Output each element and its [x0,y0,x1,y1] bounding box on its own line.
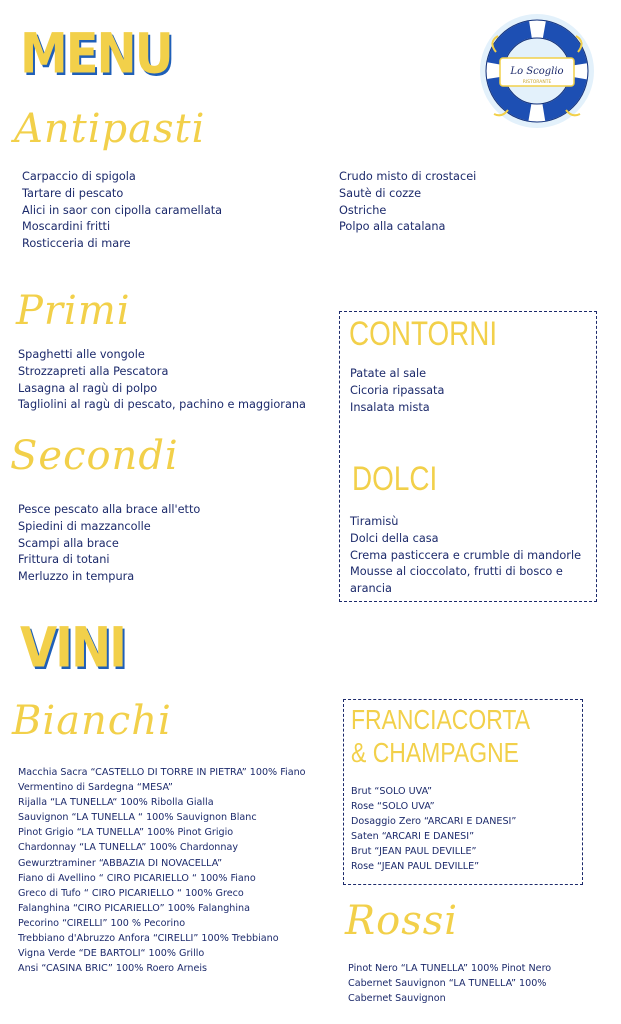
list-item: Macchia Sacra “CASTELLO DI TORRE IN PIETRA” 100% Fiano [18,767,306,778]
list-item: Tartare di pescato [22,186,124,200]
list-item: Pinot Grigio “LA TUNELLA” 100% Pinot Grigio [18,827,234,839]
list-item: Crema pasticcera e crumble di mandorle [350,548,582,562]
list-item: Lasagna al ragù di polpo [18,381,158,395]
list-item: Chardonnay “LA TUNELLA” 100% Chardonnay [18,842,239,854]
list-item: Tiramisù [350,515,399,528]
list-item: Spiedini di mazzancolle [18,519,151,533]
list-item: Brut “JEAN PAUL DEVILLE” [351,846,477,858]
list-item: Rosticceria di mare [22,237,131,251]
list-item: Vigna Verde “DE BARTOLI“ 100% Grillo [18,948,205,960]
list-item: Merluzzo in tempura [18,570,135,584]
list-item: Cabernet Sauvignon [348,993,446,1005]
franciacorta-title-line1: FRANCIACORTA [351,704,531,735]
list-item: Cabernet Sauvignon “LA TUNELLA” 100% [348,978,547,990]
franciacorta-title-line2: & CHAMPAGNE [351,737,519,768]
list-item: Dolci della casa [350,531,439,545]
dolci-title: DOLCI [352,460,438,498]
dolci-list [350,514,581,598]
list-item: Tagliolini al ragù di pescato, pachino e maggiorana [18,398,306,412]
primi-title: Primi [16,288,131,334]
list-item: Saten “ARCARI E DANESI” [351,831,475,843]
list-item: Alici in saor con cipolla caramellata [22,203,223,217]
list-item: Cicoria ripassata [350,383,445,397]
list-item: Spaghetti alle vongole [18,348,145,361]
list-item: Dosaggio Zero “ARCARI E DANESI” [351,816,517,828]
contorni-list [350,366,444,416]
antipasti-list-left [22,169,222,253]
list-item: Pecorino “CIRELLI” 100 % Pecorino [18,917,186,929]
list-item: Ostriche [339,203,387,217]
secondi-list [18,502,200,586]
secondi-title: Secondi [10,433,179,479]
primi-list [18,347,306,414]
list-item: Fiano di Avellino “ CIRO PICARIELLO “ 100% Fiano [18,872,256,884]
list-item: Falanghina “CIRO PICARIELLO” 100% Falanghina [18,902,251,914]
list-item: Rose “JEAN PAUL DEVILLE” [351,861,480,873]
bianchi-title: Bianchi [12,698,172,744]
list-item: Polpo alla catalana [339,220,446,234]
antipasti-list-right [339,169,476,236]
list-item: Sautè di cozze [339,186,422,200]
franciacorta-list [351,784,516,875]
list-item: Frittura di totani [18,553,110,567]
list-item: Crudo misto di crostacei [339,170,477,183]
list-item: Mousse al cioccolato, frutti di bosco e [350,565,563,579]
list-item: Patate al sale [350,367,427,380]
list-item: Rijalla “LA TUNELLA“ 100% Ribolla Gialla [18,797,214,809]
contorni-title: CONTORNI [349,315,498,353]
list-item: Carpaccio di spigola [22,170,136,183]
rossi-title: Rossi [345,898,459,944]
restaurant-logo [478,12,596,130]
antipasti-title: Antipasti [14,106,206,152]
list-item: Brut “SOLO UVA” [351,786,432,797]
logo-subtitle: RISTORANTE [522,80,552,85]
menu-title: MENU [20,22,172,87]
list-item: Pesce pescato alla brace all'etto [18,503,201,516]
life-ring-icon [478,12,596,130]
list-item: Vermentino di Sardegna “MESA” [18,782,173,794]
list-item: Scampi alla brace [18,536,119,550]
list-item: Trebbiano d'Abruzzo Anfora “CIRELLI” 100% Trebbiano [18,933,279,945]
list-item: Rose “SOLO UVA” [351,801,435,813]
rossi-list [348,961,551,1006]
list-item: Sauvignon “LA TUNELLA “ 100% Sauvignon Blanc [18,812,257,824]
list-item: Pinot Nero “LA TUNELLA” 100% Pinot Nero [348,963,552,974]
bianchi-list [18,765,306,976]
list-item: Moscardini fritti [22,220,111,234]
list-item: Gewurztraminer “ABBAZIA DI NOVACELLA” [18,857,223,869]
logo-name: Lo Scoglio [510,66,564,77]
list-item: arancia [350,582,392,596]
vini-title: VINI [20,616,126,681]
list-item: Greco di Tufo “ CIRO PICARIELLO “ 100% Greco [18,887,244,899]
list-item: Insalata mista [350,400,430,414]
list-item: Ansi “CASINA BRIC” 100% Roero Arneis [18,963,208,975]
list-item: Strozzapreti alla Pescatora [18,364,169,378]
